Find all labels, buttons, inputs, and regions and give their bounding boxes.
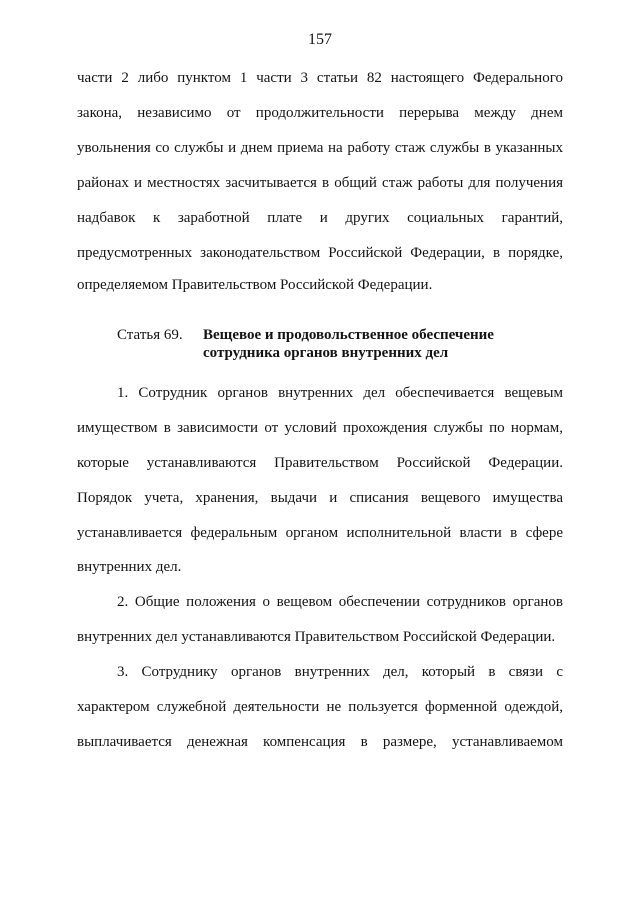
text-line: 1. Сотрудник органов внутренних дел обеспечивается вещевым [117, 385, 563, 401]
text-line: определяемом Правительством Российской Федерации. [77, 277, 433, 293]
text-line: которые устанавливаются Правительством Российской Федерации. [77, 455, 563, 471]
article-number: Статья 69. [117, 327, 183, 343]
text-line: закона, независимо от продолжительности перерыва между днем [77, 105, 563, 121]
article-title-line: сотрудника органов внутренних дел [203, 345, 449, 361]
text-line: надбавок к заработной плате и других социальных гарантий, [77, 210, 563, 226]
text-line: внутренних дел устанавливаются Правительством Российской Федерации. [77, 629, 556, 645]
text-line: части 2 либо пунктом 1 части 3 статьи 82 настоящего Федерального [77, 70, 563, 86]
text-line: Порядок учета, хранения, выдачи и списания вещевого имущества [77, 490, 563, 506]
page-number: 157 [308, 31, 332, 48]
text-line: выплачивается денежная компенсация в размере, устанавливаемом [77, 734, 563, 750]
text-line: устанавливается федеральным органом исполнительной власти в сфере [77, 525, 563, 541]
article-title-line: Вещевое и продовольственное обеспечение [203, 327, 494, 343]
text-line: имуществом в зависимости от условий прохождения службы по нормам, [77, 420, 563, 436]
text-line: характером служебной деятельности не пользуется форменной одеждой, [77, 699, 563, 715]
text-line: 3. Сотруднику органов внутренних дел, который в связи с [117, 664, 563, 680]
text-line: 2. Общие положения о вещевом обеспечении сотрудников органов [117, 594, 563, 610]
text-line: предусмотренных законодательством Российской Федерации, в порядке, [77, 245, 563, 261]
text-line: внутренних дел. [77, 559, 182, 575]
text-line: увольнения со службы и днем приема на работу стаж службы в указанных [77, 140, 563, 156]
text-line: районах и местностях засчитывается в общий стаж работы для получения [77, 175, 563, 191]
